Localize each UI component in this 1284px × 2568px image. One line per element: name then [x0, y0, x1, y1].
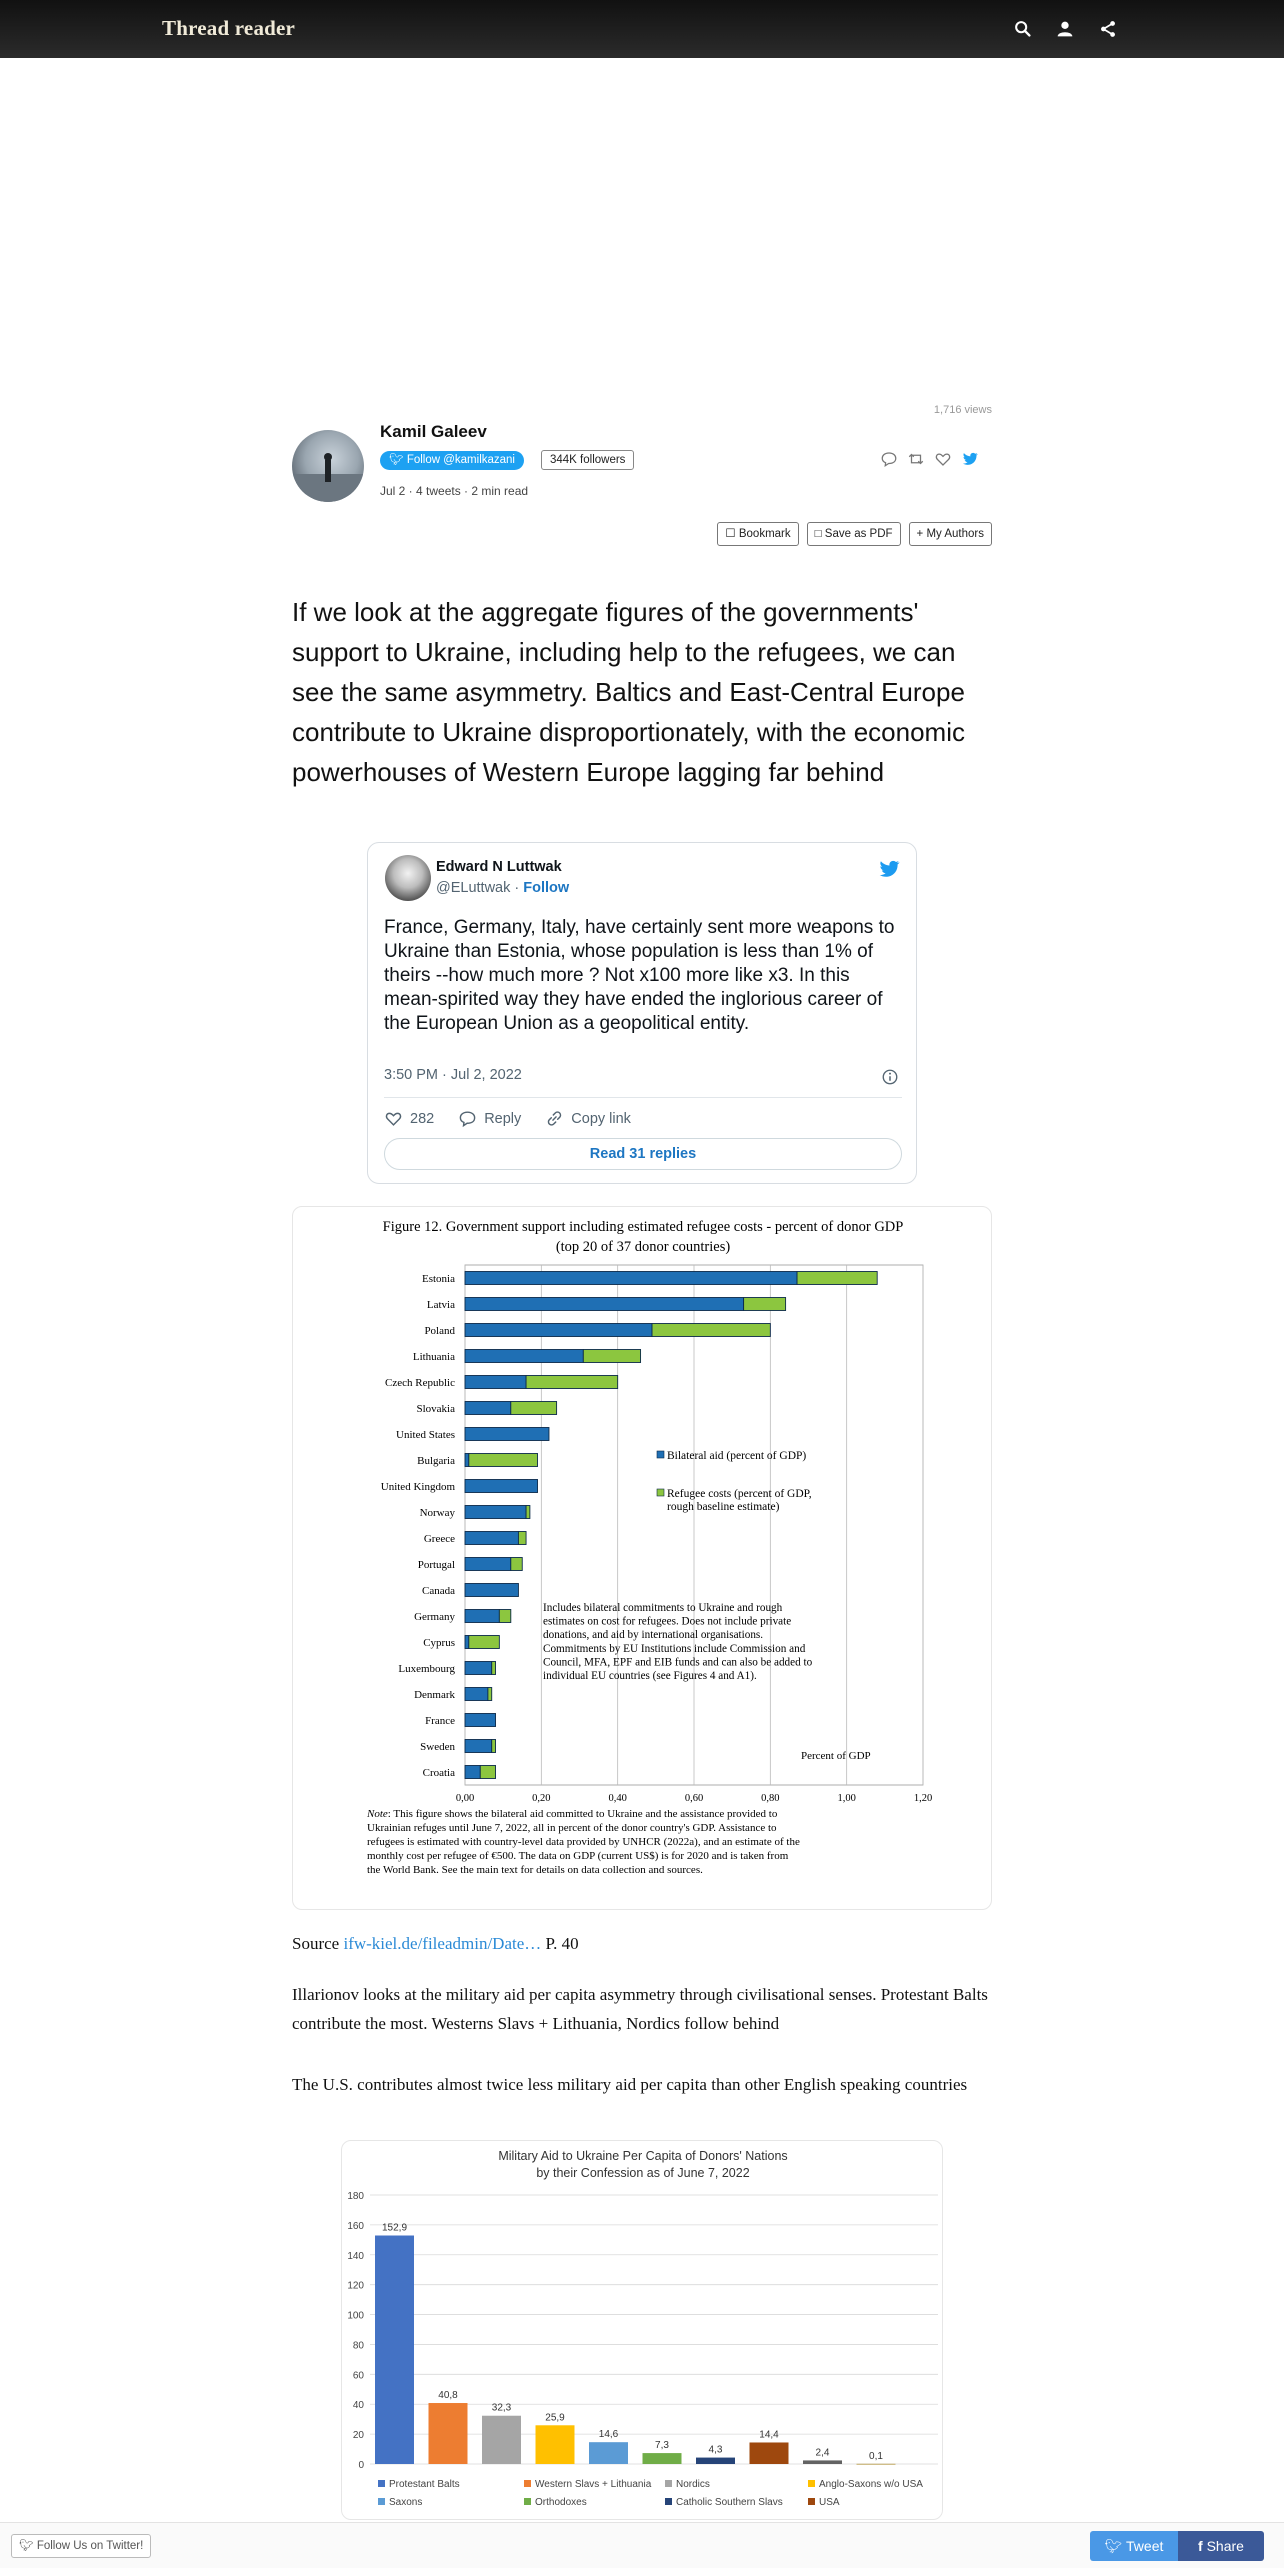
y-tick-label: France [425, 1715, 455, 1727]
y-tick-label: United Kingdom [380, 1481, 455, 1493]
x-tick-label: 0,00 [455, 1793, 475, 1804]
chart-subtitle: by their Confession as of June 7, 2022 [536, 2166, 750, 2180]
data-label: 0,1 [869, 2450, 883, 2462]
y-tick-label: Bulgaria [417, 1455, 455, 1467]
bookmark-button[interactable]: ☐ Bookmark [717, 522, 798, 546]
legend-swatch [665, 2498, 672, 2505]
chart-annotation: donations, and aid by international organisations. [543, 1629, 764, 1642]
bar-refugee [492, 1740, 496, 1753]
bar-refugee [469, 1454, 538, 1467]
y-tick-label: 60 [352, 2370, 364, 2382]
data-label: 25,9 [545, 2412, 565, 2424]
y-tick-label: 20 [352, 2430, 364, 2442]
bar-bilateral [465, 1272, 797, 1285]
legend-swatch [665, 2480, 672, 2487]
chart-title: Figure 12. Government support including estimated refugee costs - percent of donor GDP [382, 1219, 904, 1235]
bar-bilateral [465, 1610, 499, 1623]
y-tick-label: Latvia [426, 1299, 455, 1311]
chart-subtitle: (top 20 of 37 donor countries) [555, 1239, 731, 1255]
bar-bilateral [465, 1480, 538, 1493]
bar-refugee [492, 1662, 496, 1675]
bar-bilateral [465, 1532, 518, 1545]
twitter-icon[interactable] [961, 450, 979, 468]
y-tick-label: Lithuania [412, 1351, 455, 1363]
bar [857, 2464, 896, 2465]
tweet-author-handle: @ELuttwak · Follow [436, 880, 570, 896]
twitter-logo-icon[interactable] [877, 857, 901, 881]
y-tick-label: Denmark [414, 1689, 455, 1701]
figure12-image [292, 1206, 992, 1910]
military-aid-chart [342, 2141, 943, 2520]
y-tick-label: 180 [347, 2191, 364, 2202]
thread-actions [880, 450, 979, 468]
share-icon[interactable] [1097, 18, 1119, 40]
tweet-text: France, Germany, Italy, have certainly sent more weapons to Ukraine than Estonia, whose population is less than 1% of theirs --how much more ? Not x100 more like x3. In this mean-spirited way they have ended the inglorious career of the European Union as a geopolitical entity. [384, 917, 895, 1034]
x-tick-label: 0,60 [684, 1793, 704, 1804]
x-tick-label: 1,20 [913, 1793, 933, 1804]
y-tick-label: Czech Republic [385, 1377, 455, 1389]
legend-swatch [808, 2498, 815, 2505]
y-tick-label: Greece [423, 1533, 455, 1545]
y-tick-label: 140 [347, 2250, 364, 2262]
legend-label: Orthodoxes [535, 2497, 587, 2508]
legend-swatch [808, 2480, 815, 2487]
bar-bilateral [465, 1688, 488, 1701]
chart-title: Military Aid to Ukraine Per Capita of Donors' Nations [498, 2149, 788, 2163]
bar-refugee [583, 1350, 640, 1363]
legend-label: USA [819, 2497, 840, 2508]
legend-swatch [378, 2480, 385, 2487]
twitter-bird-icon: 🐦︎ [389, 454, 404, 466]
y-tick-label: Cyprus [423, 1637, 455, 1649]
legend-label: rough baseline estimate) [667, 1501, 780, 1513]
x-tick-label: 0,20 [532, 1793, 551, 1804]
view-count: 1,716 views [933, 404, 992, 416]
heart-icon [384, 1109, 403, 1128]
bar-bilateral [465, 1766, 480, 1779]
chart-annotation: estimates on cost for refugees. Does not include private [543, 1615, 792, 1628]
chart-note: monthly cost per refugee of €500. The data on GDP (current US$) is for 2020 and is taken from [367, 1850, 789, 1862]
bar [750, 2442, 789, 2464]
bar-bilateral [465, 1558, 511, 1571]
bar-refugee [469, 1636, 500, 1649]
tweet-follow-link[interactable]: Follow [523, 880, 570, 896]
bar-refugee [744, 1298, 786, 1311]
info-icon[interactable] [881, 1068, 899, 1086]
legend-label: Refugee costs (percent of GDP, [667, 1488, 812, 1500]
save-pdf-button[interactable]: □ Save as PDF [807, 522, 901, 546]
bar-bilateral [465, 1402, 511, 1415]
data-label: 32,3 [491, 2402, 512, 2414]
chart-annotation: Commitments by EU Institutions include Commission and [543, 1642, 806, 1655]
bar-refugee [526, 1376, 618, 1389]
legend-label: Saxons [389, 2497, 423, 2508]
y-tick-label: 160 [347, 2220, 364, 2232]
bar [589, 2442, 628, 2464]
chart-note: the World Bank. See the main text for details on data collection and sources. [367, 1864, 703, 1876]
tweet-like-button[interactable]: 282 [384, 1109, 434, 1128]
y-tick-label: 100 [347, 2310, 364, 2322]
embedded-tweet [367, 842, 917, 1184]
bar [429, 2403, 468, 2464]
tweet-button[interactable]: 🐦︎ Tweet [1090, 2531, 1178, 2561]
note-text: : This figure shows the bilateral aid committed to Ukraine and the assistance provided to [387, 1808, 778, 1820]
x-axis-label: Percent of GDP [801, 1750, 871, 1762]
y-tick-label: Canada [422, 1585, 455, 1597]
bar [536, 2425, 575, 2464]
y-tick-label: United States [396, 1429, 455, 1441]
read-replies-button[interactable]: Read 31 replies [384, 1138, 902, 1170]
search-icon[interactable] [1012, 18, 1034, 40]
bar [375, 2235, 414, 2464]
bar [482, 2416, 521, 2464]
data-label: 14,4 [759, 2429, 779, 2441]
y-tick-label: 40 [352, 2400, 364, 2412]
legend-swatch [657, 1489, 664, 1496]
tweet-share-group [1090, 2531, 1264, 2561]
file-icon: □ [814, 528, 822, 540]
thread-paragraph: Illarionov looks at the military aid per capita asymmetry through civilisational senses. Protestant Balts contribute the most. Westerns Slavs + Lithuania, Nordics follow behind [292, 1985, 988, 2033]
retweet-icon[interactable] [907, 450, 925, 468]
y-tick-label: Croatia [422, 1767, 455, 1779]
y-tick-label: 120 [347, 2280, 364, 2292]
tweet-timestamp[interactable]: 3:50 PM · Jul 2, 2022 [384, 1067, 522, 1083]
source-link[interactable]: ifw-kiel.de/fileadmin/Date… [343, 1934, 542, 1953]
bar-refugee [511, 1402, 557, 1415]
chart-note-first-line [366, 1808, 778, 1820]
bar-refugee [511, 1558, 522, 1571]
x-tick-label: 0,40 [608, 1793, 627, 1804]
bar-refugee [526, 1506, 530, 1519]
bar-refugee [488, 1688, 492, 1701]
chart-annotation: Includes bilateral commitments to Ukraine and rough [543, 1602, 783, 1614]
data-label: 7,3 [655, 2440, 669, 2452]
bar [696, 2458, 735, 2464]
legend-label: Protestant Balts [389, 2479, 460, 2490]
bar-refugee [499, 1610, 510, 1623]
note-label: Note [367, 1808, 388, 1820]
bar [803, 2460, 842, 2464]
legend-label: Western Slavs + Lithuania [535, 2479, 652, 2490]
bar-refugee [652, 1324, 770, 1337]
thread-buttons [717, 522, 992, 546]
bar-refugee [480, 1766, 495, 1779]
thread-lead-text: If we look at the aggregate figures of the governments' support to Ukraine, including help to the refugees, we can see the same asymmetry. Baltics and East-Central Europe contribute to Ukraine disproportionately, with the economic powerhouses of Western Europe lagging far behind [292, 597, 965, 787]
legend-swatch [524, 2498, 531, 2505]
data-label: 14,6 [598, 2429, 619, 2441]
thread-meta: Jul 2 · 4 tweets · 2 min read [380, 484, 529, 498]
y-tick-label: 80 [352, 2340, 364, 2352]
top-navigation-bar [0, 0, 1284, 58]
source-line: Source ifw-kiel.de/fileadmin/Date… P. 40 [292, 1934, 579, 1953]
bar [643, 2453, 682, 2464]
legend-label: Catholic Southern Slavs [676, 2497, 783, 2508]
twitter-bird-icon: 🐦︎ [19, 2540, 34, 2552]
follow-author-button[interactable]: 🐦︎ Follow @kamilkazani [380, 451, 524, 470]
y-tick-label: Estonia [422, 1273, 455, 1285]
reply-icon [458, 1109, 477, 1128]
legend-swatch [378, 2498, 385, 2505]
my-authors-button[interactable]: + My Authors [909, 522, 992, 546]
bar-bilateral [465, 1298, 744, 1311]
followers-count: 344K followers [541, 450, 634, 470]
link-icon [545, 1109, 564, 1128]
x-tick-label: 1,00 [837, 1793, 856, 1804]
plus-icon: + [916, 528, 924, 540]
bar-bilateral [465, 1714, 496, 1727]
tweet-copy-link-button[interactable]: Copy link [545, 1109, 631, 1128]
bar-refugee [797, 1272, 877, 1285]
y-tick-label: Germany [414, 1611, 455, 1623]
share-button[interactable]: f Share [1178, 2531, 1264, 2561]
bar-bilateral [465, 1324, 652, 1337]
thread-paragraph: The U.S. contributes almost twice less military aid per capita than other English speaking countries [292, 2075, 968, 2094]
bar-bilateral [465, 1506, 526, 1519]
tweet-reply-button[interactable]: Reply [458, 1109, 521, 1128]
bar-bilateral [465, 1740, 492, 1753]
military-aid-chart-image [341, 2140, 943, 2520]
legend-label: Nordics [676, 2479, 710, 2490]
author-avatar[interactable] [292, 430, 364, 502]
reply-icon[interactable] [880, 450, 898, 468]
y-tick-label: Poland [424, 1325, 455, 1337]
tweet-actions [384, 1109, 631, 1128]
follow-us-button[interactable]: 🐦︎ Follow Us on Twitter! [11, 2534, 151, 2558]
legend-swatch [657, 1451, 664, 1458]
chart-annotation: individual EU countries (see Figures 4 and A1). [543, 1670, 757, 1682]
y-tick-label: Luxembourg [398, 1663, 455, 1675]
tweet-divider [384, 1097, 902, 1098]
y-tick-label: Slovakia [416, 1403, 455, 1415]
tweet-author-avatar[interactable] [385, 855, 431, 901]
user-icon[interactable] [1054, 18, 1076, 40]
bar-bilateral [465, 1584, 518, 1597]
bar-bilateral [465, 1662, 492, 1675]
footer-bar [0, 2522, 1284, 2568]
y-tick-label: Norway [419, 1507, 455, 1519]
site-logo[interactable]: Thread reader [162, 16, 296, 40]
author-name[interactable]: Kamil Galeev [380, 422, 487, 441]
facebook-icon: f [1198, 2538, 1203, 2554]
legend-label: Bilateral aid (percent of GDP) [667, 1450, 807, 1462]
like-icon[interactable] [934, 450, 952, 468]
legend-swatch [524, 2480, 531, 2487]
bookmark-icon: ☐ [725, 528, 736, 540]
chart-note: Ukrainian refuges until June 7, 2022, all in percent of the donor country's GDP. Assistance to [367, 1822, 777, 1834]
y-tick-label: Sweden [420, 1741, 455, 1753]
bar-bilateral [465, 1428, 549, 1441]
bar-refugee [518, 1532, 526, 1545]
legend-label: Anglo-Saxons w/o USA [819, 2479, 923, 2490]
tweet-author-name[interactable]: Edward N Luttwak [436, 859, 562, 875]
bar-bilateral [465, 1350, 583, 1363]
x-tick-label: 0,80 [761, 1793, 780, 1804]
chart-annotation: Council, MFA, EPF and EIB funds and can also be added to [543, 1656, 813, 1669]
data-label: 4,3 [708, 2444, 723, 2456]
figure12-chart [293, 1207, 992, 1910]
twitter-bird-icon: 🐦︎ [1104, 2538, 1123, 2554]
data-label: 152,9 [381, 2222, 408, 2234]
data-label: 40,8 [438, 2390, 458, 2402]
bar-bilateral [465, 1376, 526, 1389]
y-tick-label: Portugal [417, 1559, 455, 1571]
chart-note: refugees is estimated with country-level data provided by UNHCR (2022a), and an estimate of the [367, 1836, 800, 1848]
y-tick-label: 0 [358, 2460, 364, 2471]
bar-bilateral [465, 1454, 469, 1467]
data-label: 2,4 [815, 2447, 830, 2459]
bar-bilateral [465, 1636, 469, 1649]
